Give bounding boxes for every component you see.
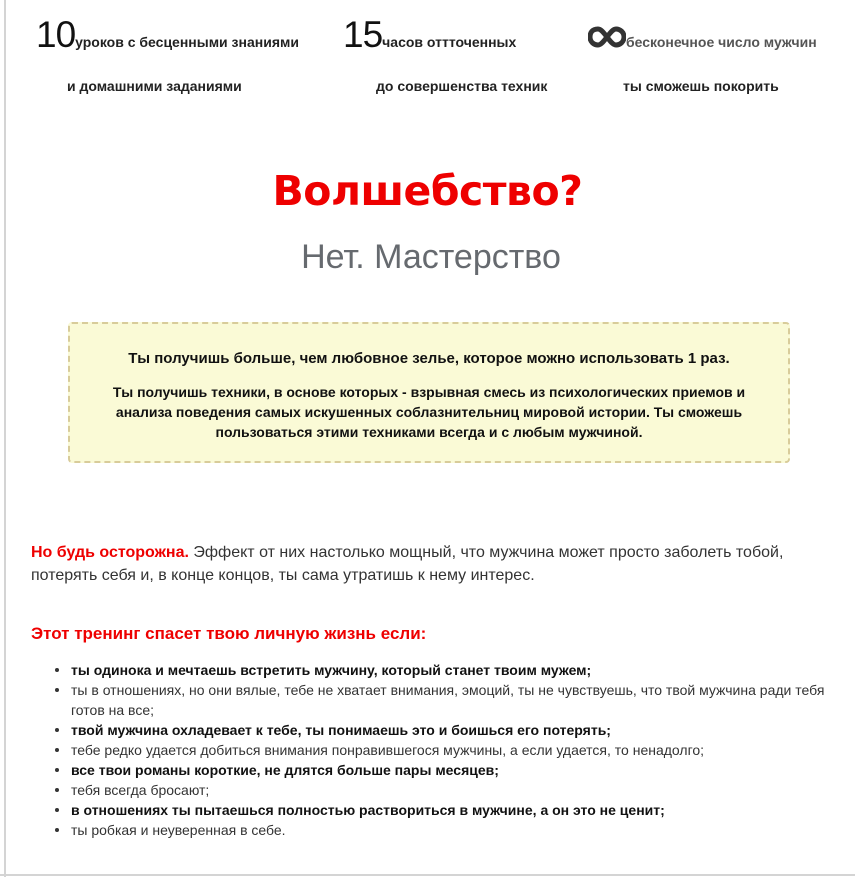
- stat-hours: [343, 14, 516, 56]
- conditions-title: Этот тренинг спасет твою личную жизнь если:: [31, 624, 427, 643]
- list-item: в отношениях ты пытаешься полностью раствориться в мужчине, а он это не ценит;: [71, 800, 831, 820]
- stat-men-line2: ты сможешь покорить: [623, 78, 779, 94]
- stat-hours-caption: часов оттточенных: [382, 34, 517, 50]
- promo-box: [68, 322, 790, 463]
- stat-lessons-caption: уроков с бесценными знаниями: [75, 34, 299, 50]
- conditions-list: [31, 660, 831, 840]
- stat-lessons-number: 10: [36, 14, 76, 55]
- stat-men: [588, 12, 817, 54]
- list-item: ты одинока и мечтаешь встретить мужчину, который станет твоим мужем;: [71, 660, 831, 680]
- list-item: твой мужчина охладевает к тебе, ты понимаешь это и боишься его потерять;: [71, 720, 831, 740]
- warning-paragraph: [31, 541, 831, 587]
- list-item: тебе редко удается добиться внимания понравившегося мужчины, а если удается, то ненадолго;: [71, 740, 831, 760]
- page-bottom-border: [0, 874, 855, 876]
- stat-lessons-line2: и домашними заданиями: [67, 78, 242, 94]
- list-item: ты в отношениях, но они вялые, тебе не хватает внимания, эмоций, ты не чувствуешь, что твой мужчина ради тебя готов на все;: [71, 680, 831, 720]
- stat-hours-line2: до совершенства техник: [376, 78, 548, 94]
- page-left-border: [4, 0, 6, 877]
- headline: Волшебство?: [272, 167, 583, 215]
- promo-line1: Ты получишь больше, чем любовное зелье, которое можно использовать 1 раз.: [128, 350, 730, 367]
- list-item: тебя всегда бросают;: [71, 780, 831, 800]
- warning-text: Эффект от них настолько мощный, что мужчина может просто заболеть тобой, потерять себя и, в конце концов, ты сама утратишь к нему интерес.: [31, 544, 784, 584]
- promo-line2: Ты получишь техники, в основе которых - взрывная смесь из психологических приемов и анализа поведения самых искушенных соблазнительниц мировой истории. Ты сможешь пользоваться этими техниками всегда и с любым мужчиной.: [112, 384, 746, 440]
- list-item: все твои романы короткие, не длятся больше пары месяцев;: [71, 760, 831, 780]
- list-item: ты робкая и неуверенная в себе.: [71, 820, 831, 840]
- stat-lessons: [36, 14, 299, 56]
- stat-hours-number: 15: [343, 14, 383, 55]
- stat-men-caption: бесконечное число мужчин: [626, 34, 817, 50]
- subheadline: Нет. Мастерство: [301, 238, 561, 276]
- infinity-icon: [588, 9, 626, 56]
- warning-accent: Но будь осторожна.: [31, 544, 189, 561]
